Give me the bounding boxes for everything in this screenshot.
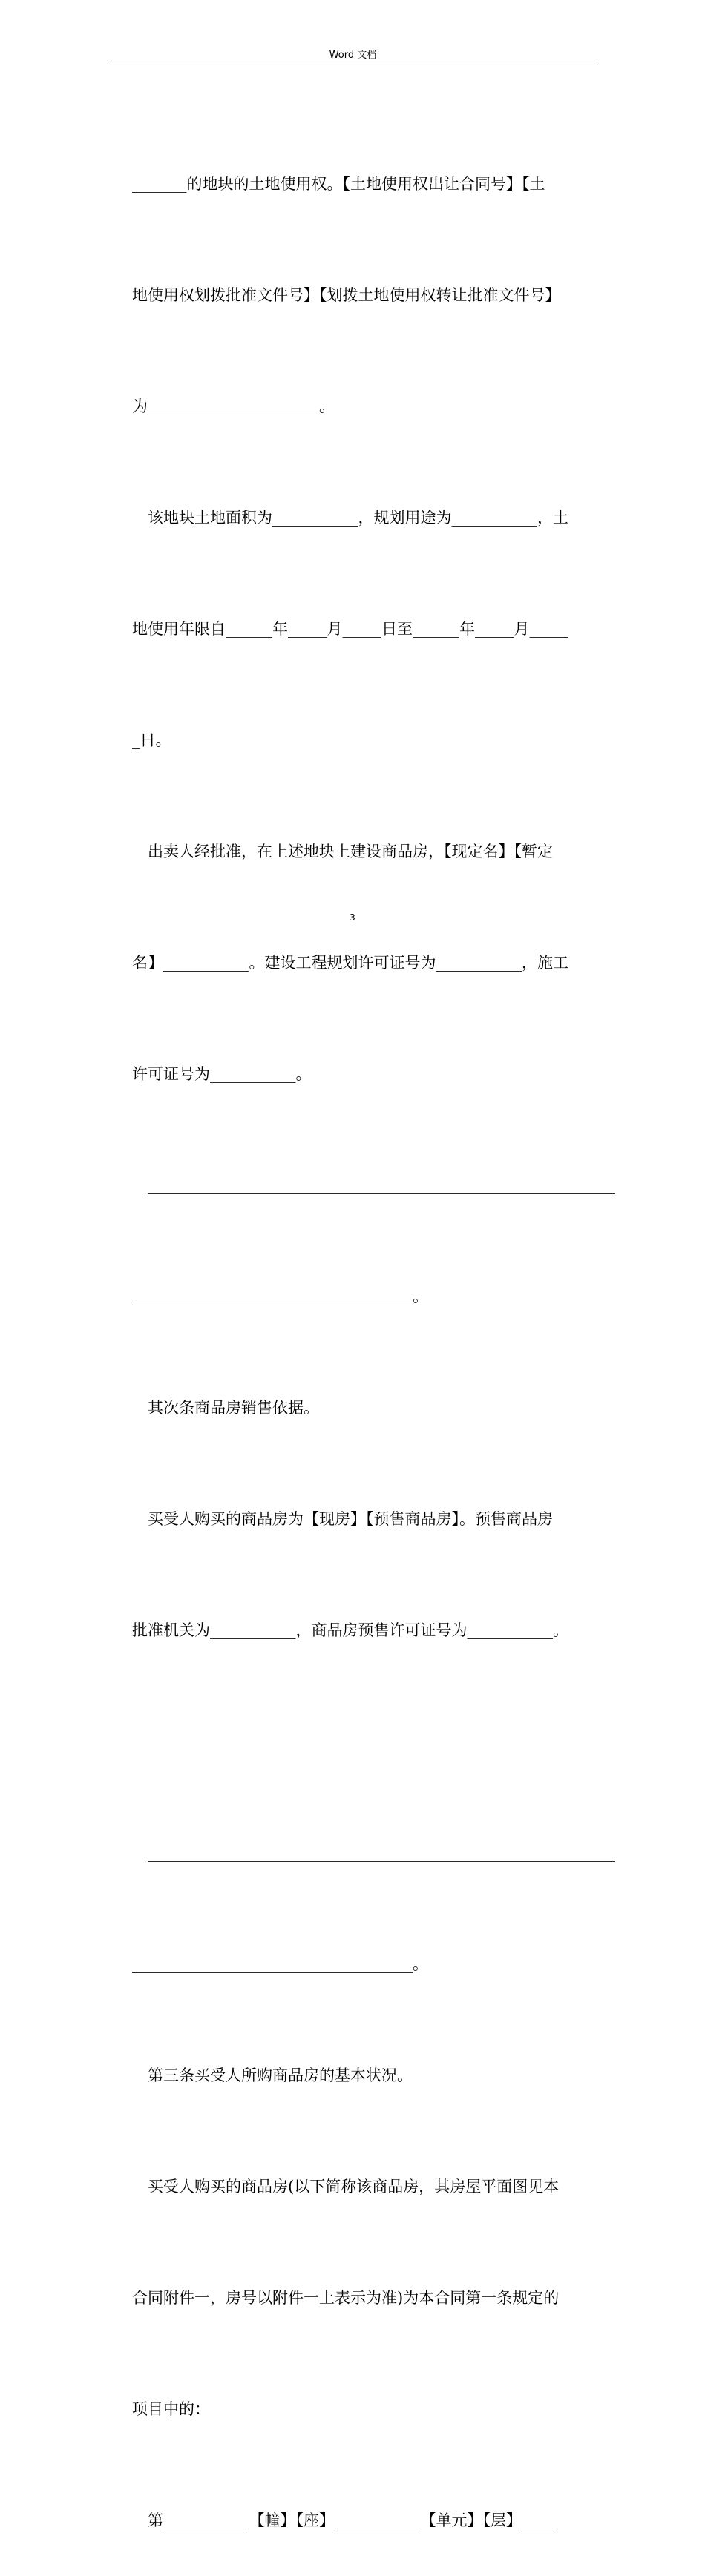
- page-header: Word 文档: [329, 50, 377, 61]
- blank-line: [132, 1723, 595, 1760]
- text-line: ____________________________________。: [132, 1288, 428, 1305]
- text-line: 为______________________。: [132, 398, 335, 415]
- text-line: 合同附件一，房号以附件一上表示为准)为本合同第一条规定的: [132, 2289, 560, 2307]
- text-line: 名】___________。建设工程规划许可证号为___________，施工: [132, 954, 568, 972]
- text-line: 许可证号为___________。: [132, 1065, 312, 1083]
- text-line: ____________________________________________________________: [148, 1176, 615, 1194]
- text-line: _日。: [132, 731, 171, 749]
- text-line: 该地块土地面积为___________，规划用途为___________，土: [148, 509, 568, 527]
- text-line: 买受人购买的商品房为【现房】【预售商品房】。预售商品房: [148, 1510, 553, 1528]
- text-line: 买受人购买的商品房(以下简称该商品房，其房屋平面图见本: [148, 2178, 560, 2195]
- text-line: 地使用权划拨批准文件号】【划拨土地使用权转让批准文件号】: [132, 286, 561, 304]
- text-line: 第___________【幢】【座】___________【单元】【层】____: [148, 2511, 553, 2529]
- text-line: 第三条买受人所购商品房的基本状况。: [148, 2066, 413, 2084]
- text-line: ____________________________________。: [132, 1955, 428, 1973]
- text-line: _______的地块的土地使用权。【土地使用权出让合同号】【土: [132, 175, 545, 193]
- text-line: 出卖人经批准，在上述地块上建设商品房，【现定名】【暂定: [148, 843, 553, 860]
- document-body: [132, 91, 615, 2576]
- text-line: ____________________________________________________________: [148, 1844, 615, 1862]
- text-line: 其次条商品房销售依据。: [148, 1399, 319, 1417]
- text-line: 地使用年限自______年_____月_____日至______年_____月_____: [132, 620, 568, 638]
- text-line: 项目中的：: [132, 2400, 210, 2418]
- text-line: 批准机关为___________，商品房预售许可证号为___________。: [132, 1621, 568, 1639]
- page-number: 3: [350, 912, 355, 923]
